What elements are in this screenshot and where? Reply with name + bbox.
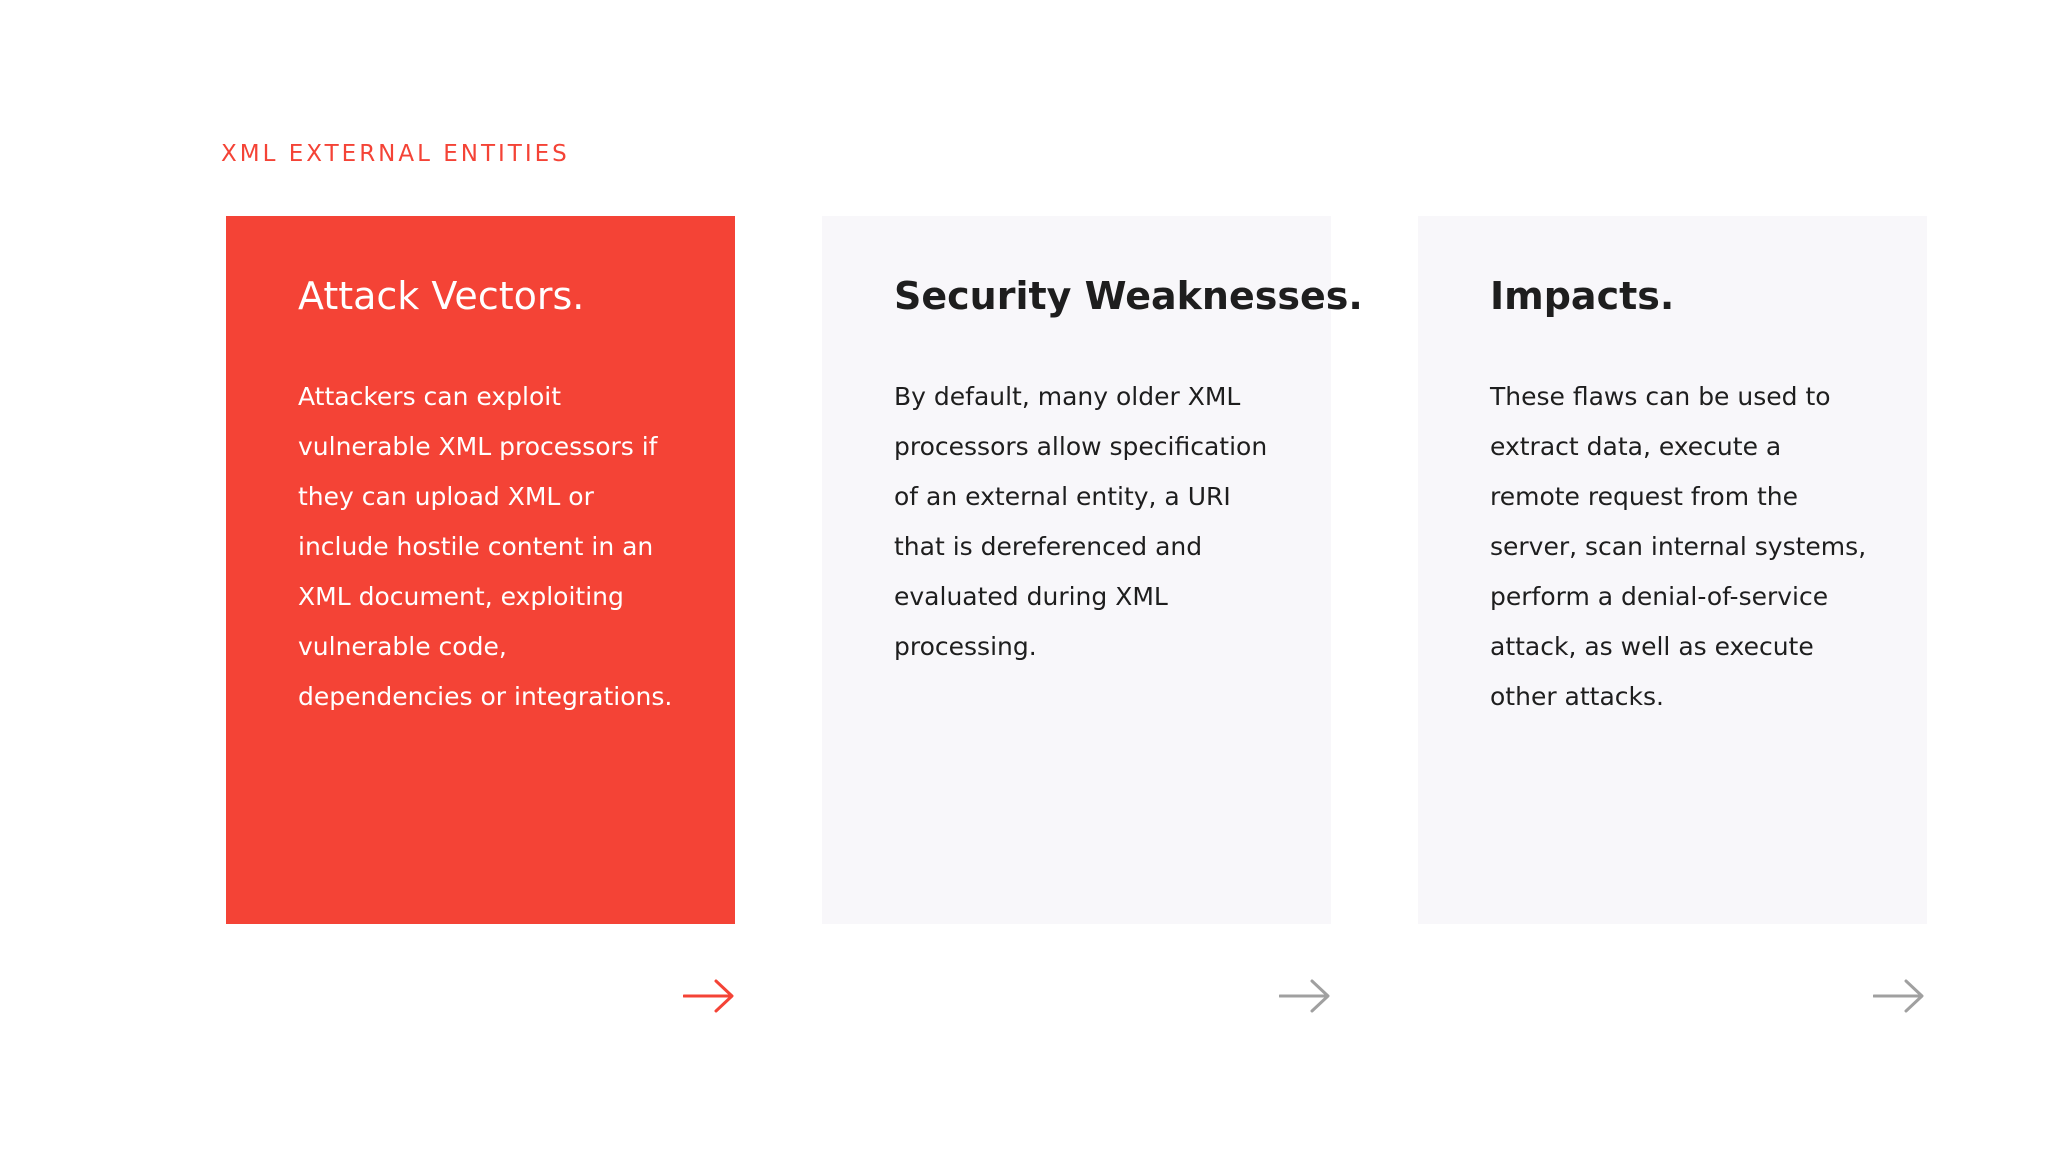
card-title: Security Weaknesses.: [894, 274, 1363, 318]
arrow-right-icon[interactable]: [1873, 978, 1925, 1014]
section-label: XML EXTERNAL ENTITIES: [221, 141, 570, 167]
card-body: By default, many older XML processors allow specification of an external entity, a URI that is dereferenced and evaluated during XML processing.: [894, 382, 1268, 661]
card-title: Impacts.: [1490, 274, 1675, 318]
card-security-weaknesses: [822, 216, 1363, 924]
card-title: Attack Vectors.: [298, 274, 585, 318]
arrow-right-icon[interactable]: [683, 978, 735, 1014]
card-body: Attackers can exploit vulnerable XML processors if they can upload XML or include hostile content in an XML document, exploiting vulnerable code, dependencies or integrations.: [298, 382, 673, 711]
arrow-right-icon[interactable]: [1279, 978, 1331, 1014]
card-body: These flaws can be used to extract data, execute a remote request from the server, scan internal systems, perform a denial-of-service attack, as well as execute other attacks.: [1490, 382, 1867, 711]
card-impacts: [1418, 216, 1927, 924]
card-attack-vectors: [226, 216, 735, 924]
